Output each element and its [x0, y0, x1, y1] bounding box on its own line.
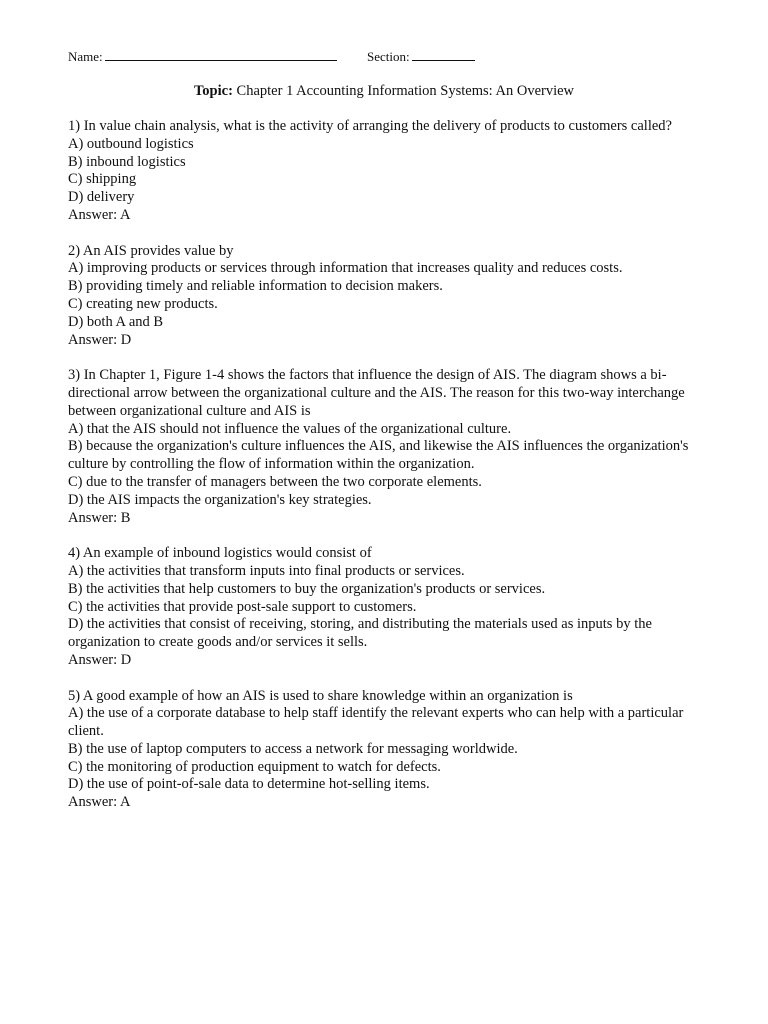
question-3	[68, 367, 708, 527]
section-label: Section:	[367, 49, 410, 64]
answer-line: Answer: A	[68, 794, 131, 811]
question-4	[68, 545, 708, 670]
option-c: C) shipping	[68, 171, 137, 188]
question-stem: 1) In value chain analysis, what is the activity of arranging the delivery of products to customers called?	[68, 118, 672, 134]
answer-line: Answer: A	[68, 206, 131, 223]
answer-line: Answer: D	[68, 331, 132, 348]
option-d: D) both A and B	[68, 313, 164, 330]
question-list	[68, 118, 708, 830]
option-a: A) outbound logistics	[68, 135, 194, 152]
name-blank-line	[105, 48, 337, 61]
option-b: B) the use of laptop computers to access a network for messaging worldwide.	[68, 740, 518, 757]
option-b: B) the activities that help customers to buy the organization's products or services.	[68, 580, 546, 597]
question-stem: 3) In Chapter 1, Figure 1-4 shows the factors that influence the design of AIS. The diagram shows a bi-directional arrow between the organizational culture and the AIS. The reason for this two-way interchange between organizational culture and AIS is	[68, 367, 685, 419]
question-stem: 4) An example of inbound logistics would consist of	[68, 545, 372, 562]
name-label: Name:	[68, 49, 103, 64]
topic-label: Topic:	[193, 83, 233, 99]
section-field	[367, 48, 475, 65]
name-field	[68, 48, 337, 65]
option-a: A) the activities that transform inputs into final products or services.	[68, 562, 465, 579]
topic-text: Chapter 1 Accounting Information Systems: An Overview	[236, 83, 575, 99]
option-d: D) the use of point-of-sale data to determine hot-selling items.	[68, 776, 430, 793]
question-1	[68, 118, 708, 225]
topic-heading	[0, 83, 768, 100]
option-b: B) providing timely and reliable information to decision makers.	[68, 278, 443, 295]
question-stem: 2) An AIS provides value by	[68, 242, 234, 259]
option-c: C) due to the transfer of managers between the two corporate elements.	[68, 473, 482, 490]
option-c: C) the activities that provide post-sale support to customers.	[68, 598, 417, 615]
option-a: A) the use of a corporate database to help staff identify the relevant experts who can help with a particular client.	[68, 705, 684, 740]
question-stem: 5) A good example of how an AIS is used to share knowledge within an organization is	[68, 687, 573, 704]
option-d: D) delivery	[68, 189, 135, 206]
option-d: D) the activities that consist of receiving, storing, and distributing the materials used as inputs by the organization to create goods and/or services it sells.	[68, 616, 652, 651]
answer-line: Answer: B	[68, 509, 131, 526]
option-c: C) the monitoring of production equipment to watch for defects.	[68, 758, 441, 775]
question-2	[68, 243, 708, 350]
option-a: A) that the AIS should not influence the values of the organizational culture.	[68, 420, 512, 437]
option-c: C) creating new products.	[68, 295, 218, 312]
option-b: B) inbound logistics	[68, 153, 186, 170]
section-blank-line	[412, 48, 475, 61]
option-d: D) the AIS impacts the organization's key strategies.	[68, 491, 372, 508]
option-a: A) improving products or services through information that increases quality and reduces costs.	[68, 260, 623, 277]
option-b: B) because the organization's culture influences the AIS, and likewise the AIS influences the organization's culture by controlling the flow of information within the organization.	[68, 438, 689, 473]
answer-line: Answer: D	[68, 651, 132, 668]
question-5	[68, 688, 708, 813]
